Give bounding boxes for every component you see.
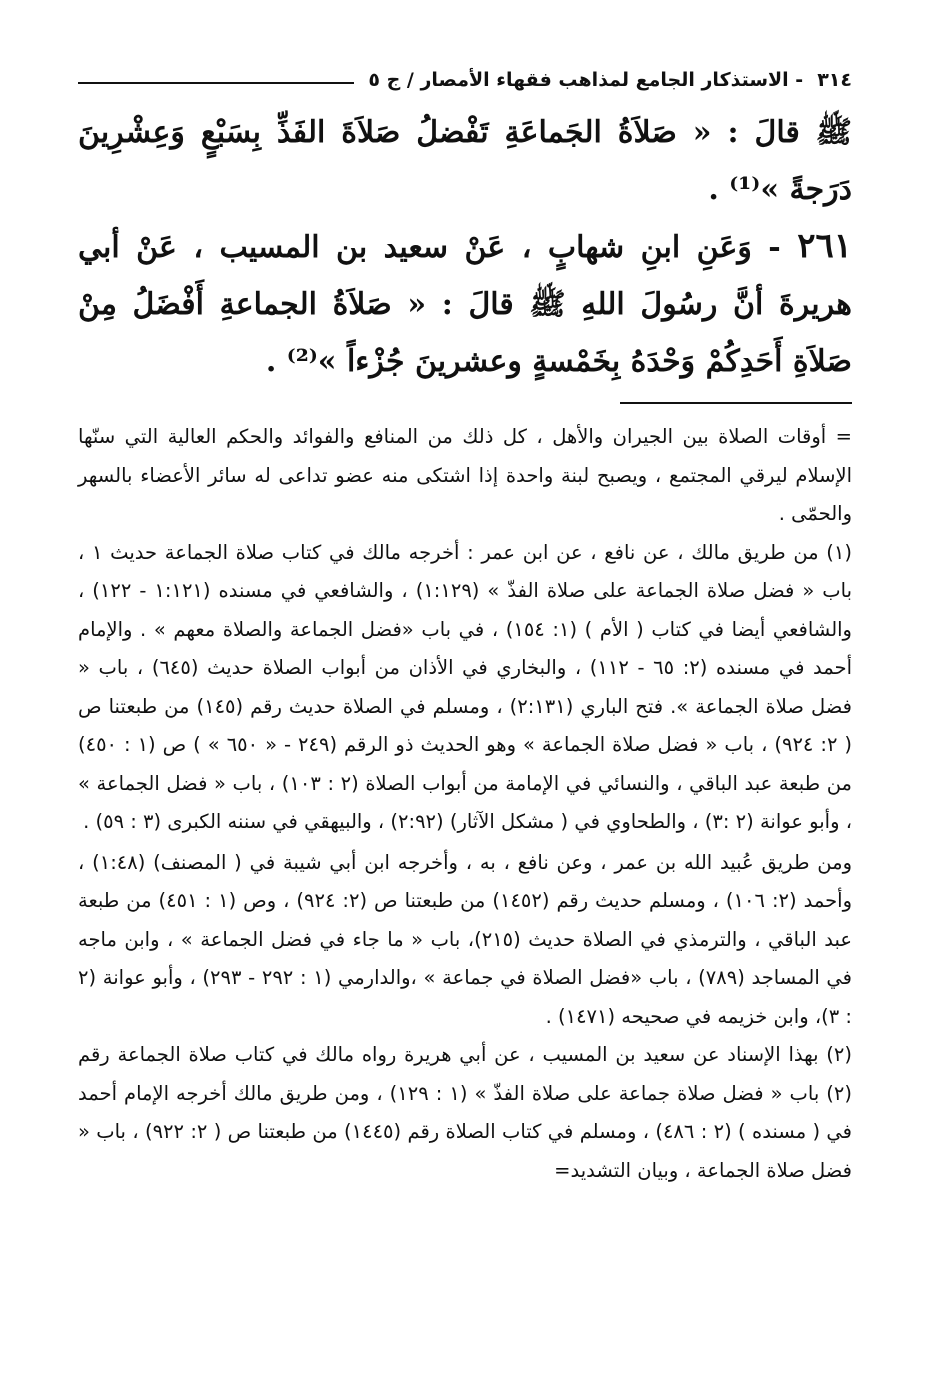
book-page [78, 60, 852, 1190]
header-rule [78, 82, 354, 84]
footnote-1: (١) من طريق مالك ، عن نافع ، عن ابن عمر : أخرجه مالك في كتاب صلاة الجماعة حديث ١ ، باب « فضل صلاة الجماعة على صلاة الفذّ » (١:١٢٩) ، والشافعي في مسنده (١:١٢١ - ١٢٢) ، والشافعي أيضا في كتاب ( الأم ) (١: ١٥٤) ، في باب «فضل الجماعة والصلاة معهم » . والإمام أحمد في مسنده (٢: ٦٥ - ١١٢) ، والبخاري في الأذان من أبواب الصلاة حديث (٦٤٥) ، باب « فضل صلاة الجماعة ». فتح الباري (٢:١٣١) ، ومسلم في الصلاة حديث رقم (١٤٥) من طبعتنا ص ( ٢: ٩٢٤) ، باب « فضل صلاة الجماعة » وهو الحديث ذو الرقم (٢٤٩ - « ٦٥٠ » ) ص (١ : ٤٥٠) من طبعة عبد الباقي ، والنسائي في الإمامة من أبواب الصلاة (٢ : ١٠٣) ، باب « فضل الجماعة » ، وأبو عوانة (٢ :٣) ، والطحاوي في ( مشكل الآثار) (٢:٩٢) ، والبيهقي في سننه الكبرى (٣ : ٥٩) . [78, 540, 853, 833]
footnote-1-second-chain: ومن طريق عُبيد الله بن عمر ، وعن نافع ، به ، وأخرجه ابن أبي شيبة في ( المصنف) (١:٤٨) ، وأحمد (٢: ١٠٦) ، ومسلم حديث رقم (١٤٥٢) من طبعتنا ص (٢: ٩٢٤) ، وص (١ : ٤٥١) من طبعة عبد الباقي ، والترمذي في الصلاة حديث (٢١٥)، باب « ما جاء في فضل الجماعة » ، وابن ماجه في المساجد (٧٨٩) ، باب «فضل الصلاة في جماعة » ،والدارمي (١ : ٢٩٢ - ٢٩٣) ، وأبو عوانة (٢ : ٣)، وابن خزيمه في صحيحه (١٤٧١) . [78, 850, 853, 1028]
footnotes [78, 418, 852, 1190]
page-number: ٣١٤ [817, 69, 852, 91]
hadith-paragraph [78, 218, 852, 390]
footnote-separator [620, 402, 852, 404]
hadith-text: - وَعَنِ ابنِ شهابٍ ، عَنْ سعيد بن المسيب ، عَنْ أبي هريرةَ أنَّ رسُولَ اللهِ ﷺ قالَ : « صَلاَةُ الجماعةِ أَفْضَلُ مِنْ صَلاَةِ أَحَدِكُمْ وَحْدَهُ بِخَمْسةٍ وعشرينَ جُزْءاً »⁽²⁾ . [78, 230, 852, 379]
running-header [78, 60, 852, 100]
hadith-number: ٢٦١ [797, 226, 852, 266]
footnote-2: (٢) بهذا الإسناد عن سعيد بن المسيب ، عن أبي هريرة رواه مالك في كتاب صلاة الجماعة رقم (٢) باب « فضل صلاة جماعة على صلاة الفذّ » (١ : ١٢٩) ، ومن طريق مالك أخرجه الإمام أحمد في ( مسنده ) (٢ : ٤٨٦) ، ومسلم في كتاب الصلاة رقم (١٤٤٥) من طبعتنا ص ( ٢: ٩٢٢) ، باب « فضل صلاة الجماعة ، وبيان التشديد= [78, 1043, 853, 1182]
footnote-continuation: = أوقات الصلاة بين الجيران والأهل ، كل ذلك من المنافع والفوائد والحكم العالية التي سنّها الإسلام ليرقي المجتمع ، ويصبح لبنة واحدة إذا اشتكى منه عضو تداعى له سائر الأعضاء بالسهر والحمّى . [78, 425, 852, 525]
main-text-line: ﷺ قالَ : « صَلاَةُ الجَماعَةِ تَفْضلُ صَلاَةَ الفَذِّ بِسَبْعٍ وَعِشْرِينَ دَرَجةً »⁽¹⁾ . [78, 115, 852, 207]
header-title: - الاستذكار الجامع لمذاهب فقهاء الأمصار / ج ٥ [368, 69, 804, 91]
main-text [78, 104, 852, 390]
